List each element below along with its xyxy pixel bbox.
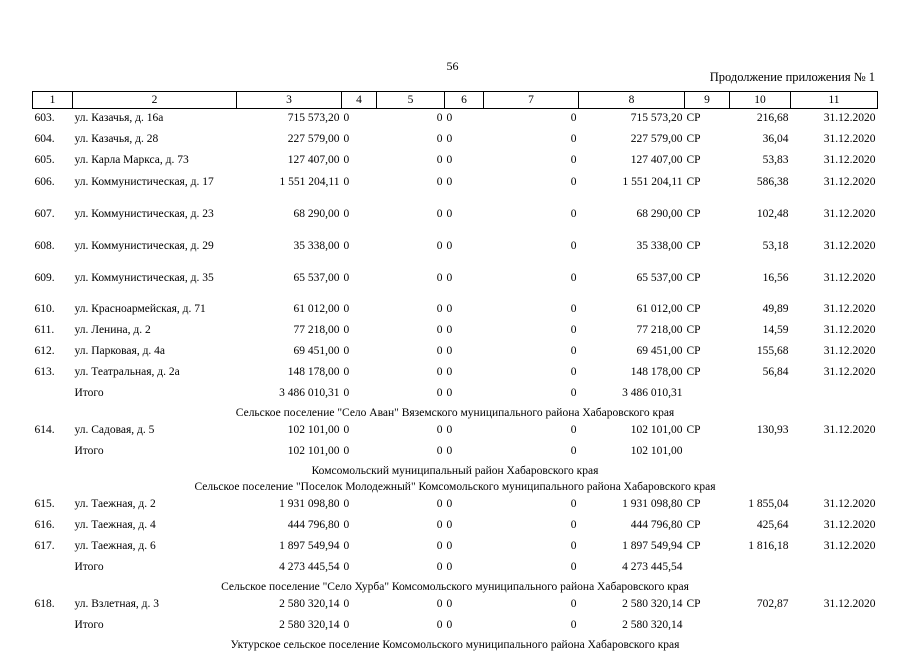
table-body xyxy=(33,109,878,653)
col4-cell: 0 xyxy=(342,130,377,151)
type-cell: СР xyxy=(685,421,730,442)
amount-cell: 4 273 445,54 xyxy=(237,558,342,579)
table-row xyxy=(33,151,878,172)
col4-cell: 0 xyxy=(342,595,377,616)
address-cell: Итого xyxy=(73,558,237,579)
section-heading-row xyxy=(33,479,878,495)
col6-cell: 0 xyxy=(445,384,484,405)
header-cell: 3 xyxy=(237,92,342,109)
col6-cell: 0 xyxy=(445,595,484,616)
type-cell: СР xyxy=(685,300,730,321)
type-cell: СР xyxy=(685,516,730,537)
area-cell: 216,68 xyxy=(730,109,791,131)
col4-cell: 0 xyxy=(342,109,377,131)
row-number: 604. xyxy=(33,130,73,151)
col5-cell: 0 xyxy=(377,558,445,579)
total-row xyxy=(33,442,878,463)
address-cell: ул. Красноармейская, д. 71 xyxy=(73,300,237,321)
header-cell: 1 xyxy=(33,92,73,109)
header-cell: 11 xyxy=(791,92,878,109)
address-cell: ул. Ленина, д. 2 xyxy=(73,321,237,342)
address-cell: Итого xyxy=(73,616,237,637)
table-row xyxy=(33,595,878,616)
amount-cell: 715 573,20 xyxy=(237,109,342,131)
col4-cell: 0 xyxy=(342,236,377,268)
col6-cell: 0 xyxy=(445,130,484,151)
total-amount-cell: 69 451,00 xyxy=(579,342,685,363)
total-amount-cell: 2 580 320,14 xyxy=(579,595,685,616)
row-number xyxy=(33,442,73,463)
amount-cell: 102 101,00 xyxy=(237,442,342,463)
total-amount-cell: 61 012,00 xyxy=(579,300,685,321)
col5-cell: 0 xyxy=(377,421,445,442)
date-cell: 31.12.2020 xyxy=(791,363,878,384)
row-number: 618. xyxy=(33,595,73,616)
date-cell: 31.12.2020 xyxy=(791,204,878,236)
col6-cell: 0 xyxy=(445,204,484,236)
col7-cell: 0 xyxy=(484,421,579,442)
col6-cell: 0 xyxy=(445,268,484,300)
col7-cell: 0 xyxy=(484,321,579,342)
amount-cell: 1 897 549,94 xyxy=(237,537,342,558)
area-cell xyxy=(730,616,791,637)
row-number: 612. xyxy=(33,342,73,363)
col5-cell: 0 xyxy=(377,616,445,637)
total-amount-cell: 102 101,00 xyxy=(579,442,685,463)
total-row xyxy=(33,558,878,579)
table-row xyxy=(33,537,878,558)
col5-cell: 0 xyxy=(377,151,445,172)
col6-cell: 0 xyxy=(445,558,484,579)
col7-cell: 0 xyxy=(484,268,579,300)
col5-cell: 0 xyxy=(377,537,445,558)
area-cell: 102,48 xyxy=(730,204,791,236)
table-row xyxy=(33,363,878,384)
col7-cell: 0 xyxy=(484,384,579,405)
address-cell: ул. Коммунистическая, д. 23 xyxy=(73,204,237,236)
col5-cell: 0 xyxy=(377,300,445,321)
total-amount-cell: 68 290,00 xyxy=(579,204,685,236)
date-cell xyxy=(791,384,878,405)
col4-cell: 0 xyxy=(342,384,377,405)
date-cell: 31.12.2020 xyxy=(791,268,878,300)
total-amount-cell: 65 537,00 xyxy=(579,268,685,300)
page-number: 56 xyxy=(0,59,905,74)
date-cell xyxy=(791,442,878,463)
housing-table xyxy=(32,91,878,653)
table-row xyxy=(33,495,878,516)
type-cell: СР xyxy=(685,172,730,204)
col5-cell: 0 xyxy=(377,268,445,300)
total-amount-cell: 715 573,20 xyxy=(579,109,685,131)
total-amount-cell: 1 931 098,80 xyxy=(579,495,685,516)
col7-cell: 0 xyxy=(484,363,579,384)
area-cell xyxy=(730,558,791,579)
total-amount-cell: 4 273 445,54 xyxy=(579,558,685,579)
amount-cell: 2 580 320,14 xyxy=(237,595,342,616)
col6-cell: 0 xyxy=(445,321,484,342)
date-cell: 31.12.2020 xyxy=(791,130,878,151)
col5-cell: 0 xyxy=(377,109,445,131)
section-heading: Сельское поселение "Поселок Молодежный" Комсомольского муниципального района Хабаровского края xyxy=(33,479,878,495)
col7-cell: 0 xyxy=(484,204,579,236)
address-cell: ул. Коммунистическая, д. 29 xyxy=(73,236,237,268)
area-cell: 14,59 xyxy=(730,321,791,342)
row-number xyxy=(33,558,73,579)
amount-cell: 127 407,00 xyxy=(237,151,342,172)
col7-cell: 0 xyxy=(484,236,579,268)
table-row xyxy=(33,321,878,342)
amount-cell: 69 451,00 xyxy=(237,342,342,363)
area-cell: 425,64 xyxy=(730,516,791,537)
table-row xyxy=(33,516,878,537)
col7-cell: 0 xyxy=(484,300,579,321)
section-heading-row xyxy=(33,405,878,421)
col5-cell: 0 xyxy=(377,363,445,384)
type-cell: СР xyxy=(685,204,730,236)
area-cell: 53,83 xyxy=(730,151,791,172)
col5-cell: 0 xyxy=(377,130,445,151)
continuation-note: Продолжение приложения № 1 xyxy=(710,70,875,85)
total-row xyxy=(33,616,878,637)
type-cell: СР xyxy=(685,268,730,300)
type-cell xyxy=(685,558,730,579)
section-heading-row xyxy=(33,579,878,595)
area-cell: 155,68 xyxy=(730,342,791,363)
col5-cell: 0 xyxy=(377,172,445,204)
type-cell: СР xyxy=(685,363,730,384)
type-cell xyxy=(685,616,730,637)
type-cell: СР xyxy=(685,342,730,363)
date-cell: 31.12.2020 xyxy=(791,321,878,342)
header-cell: 5 xyxy=(377,92,445,109)
total-amount-cell: 102 101,00 xyxy=(579,421,685,442)
area-cell: 130,93 xyxy=(730,421,791,442)
row-number: 611. xyxy=(33,321,73,342)
area-cell: 1 855,04 xyxy=(730,495,791,516)
col6-cell: 0 xyxy=(445,236,484,268)
col4-cell: 0 xyxy=(342,172,377,204)
col6-cell: 0 xyxy=(445,300,484,321)
col4-cell: 0 xyxy=(342,442,377,463)
date-cell: 31.12.2020 xyxy=(791,537,878,558)
total-amount-cell: 1 551 204,11 xyxy=(579,172,685,204)
section-heading-row xyxy=(33,637,878,653)
address-cell: Итого xyxy=(73,442,237,463)
address-cell: ул. Театральная, д. 2а xyxy=(73,363,237,384)
area-cell xyxy=(730,384,791,405)
col4-cell: 0 xyxy=(342,495,377,516)
total-amount-cell: 2 580 320,14 xyxy=(579,616,685,637)
col4-cell: 0 xyxy=(342,616,377,637)
area-cell: 56,84 xyxy=(730,363,791,384)
col5-cell: 0 xyxy=(377,595,445,616)
col4-cell: 0 xyxy=(342,300,377,321)
col4-cell: 0 xyxy=(342,558,377,579)
type-cell: СР xyxy=(685,595,730,616)
section-heading-row xyxy=(33,463,878,479)
address-cell: ул. Коммунистическая, д. 17 xyxy=(73,172,237,204)
col7-cell: 0 xyxy=(484,172,579,204)
date-cell xyxy=(791,616,878,637)
header-cell: 7 xyxy=(484,92,579,109)
date-cell: 31.12.2020 xyxy=(791,172,878,204)
col6-cell: 0 xyxy=(445,616,484,637)
date-cell: 31.12.2020 xyxy=(791,300,878,321)
col7-cell: 0 xyxy=(484,537,579,558)
amount-cell: 61 012,00 xyxy=(237,300,342,321)
col7-cell: 0 xyxy=(484,516,579,537)
amount-cell: 1 551 204,11 xyxy=(237,172,342,204)
date-cell: 31.12.2020 xyxy=(791,151,878,172)
date-cell xyxy=(791,558,878,579)
type-cell: СР xyxy=(685,495,730,516)
row-number: 617. xyxy=(33,537,73,558)
amount-cell: 68 290,00 xyxy=(237,204,342,236)
table-row xyxy=(33,109,878,131)
row-number: 603. xyxy=(33,109,73,131)
date-cell: 31.12.2020 xyxy=(791,342,878,363)
type-cell: СР xyxy=(685,537,730,558)
col5-cell: 0 xyxy=(377,321,445,342)
col4-cell: 0 xyxy=(342,321,377,342)
header-row xyxy=(33,92,878,109)
table-row xyxy=(33,342,878,363)
header-cell: 4 xyxy=(342,92,377,109)
total-amount-cell: 148 178,00 xyxy=(579,363,685,384)
total-amount-cell: 1 897 549,94 xyxy=(579,537,685,558)
col6-cell: 0 xyxy=(445,151,484,172)
total-amount-cell: 77 218,00 xyxy=(579,321,685,342)
col4-cell: 0 xyxy=(342,151,377,172)
col5-cell: 0 xyxy=(377,516,445,537)
amount-cell: 102 101,00 xyxy=(237,421,342,442)
amount-cell: 2 580 320,14 xyxy=(237,616,342,637)
col5-cell: 0 xyxy=(377,442,445,463)
col6-cell: 0 xyxy=(445,172,484,204)
amount-cell: 3 486 010,31 xyxy=(237,384,342,405)
area-cell: 1 816,18 xyxy=(730,537,791,558)
col6-cell: 0 xyxy=(445,516,484,537)
row-number: 616. xyxy=(33,516,73,537)
amount-cell: 227 579,00 xyxy=(237,130,342,151)
table-row xyxy=(33,236,878,268)
col5-cell: 0 xyxy=(377,236,445,268)
col6-cell: 0 xyxy=(445,537,484,558)
date-cell: 31.12.2020 xyxy=(791,516,878,537)
area-cell: 702,87 xyxy=(730,595,791,616)
table-row xyxy=(33,300,878,321)
row-number: 607. xyxy=(33,204,73,236)
area-cell xyxy=(730,442,791,463)
address-cell: ул. Казачья, д. 16а xyxy=(73,109,237,131)
date-cell: 31.12.2020 xyxy=(791,236,878,268)
col7-cell: 0 xyxy=(484,495,579,516)
col5-cell: 0 xyxy=(377,342,445,363)
col7-cell: 0 xyxy=(484,595,579,616)
col6-cell: 0 xyxy=(445,421,484,442)
amount-cell: 444 796,80 xyxy=(237,516,342,537)
total-amount-cell: 227 579,00 xyxy=(579,130,685,151)
col6-cell: 0 xyxy=(445,363,484,384)
amount-cell: 1 931 098,80 xyxy=(237,495,342,516)
row-number: 606. xyxy=(33,172,73,204)
type-cell: СР xyxy=(685,236,730,268)
row-number: 605. xyxy=(33,151,73,172)
col5-cell: 0 xyxy=(377,495,445,516)
col5-cell: 0 xyxy=(377,204,445,236)
col7-cell: 0 xyxy=(484,442,579,463)
section-heading: Сельское поселение "Село Хурба" Комсомольского муниципального района Хабаровского края xyxy=(33,579,878,595)
total-amount-cell: 3 486 010,31 xyxy=(579,384,685,405)
row-number: 613. xyxy=(33,363,73,384)
col7-cell: 0 xyxy=(484,109,579,131)
type-cell xyxy=(685,442,730,463)
address-cell: ул. Казачья, д. 28 xyxy=(73,130,237,151)
header-cell: 9 xyxy=(685,92,730,109)
address-cell: Итого xyxy=(73,384,237,405)
header-cell: 6 xyxy=(445,92,484,109)
col4-cell: 0 xyxy=(342,421,377,442)
table-row xyxy=(33,204,878,236)
col7-cell: 0 xyxy=(484,342,579,363)
address-cell: ул. Взлетная, д. 3 xyxy=(73,595,237,616)
col7-cell: 0 xyxy=(484,151,579,172)
col4-cell: 0 xyxy=(342,204,377,236)
row-number: 615. xyxy=(33,495,73,516)
amount-cell: 35 338,00 xyxy=(237,236,342,268)
section-heading: Комсомольский муниципальный район Хабаровского края xyxy=(33,463,878,479)
type-cell: СР xyxy=(685,151,730,172)
col4-cell: 0 xyxy=(342,342,377,363)
row-number: 614. xyxy=(33,421,73,442)
total-amount-cell: 444 796,80 xyxy=(579,516,685,537)
type-cell xyxy=(685,384,730,405)
col4-cell: 0 xyxy=(342,537,377,558)
amount-cell: 77 218,00 xyxy=(237,321,342,342)
type-cell: СР xyxy=(685,109,730,131)
address-cell: ул. Таежная, д. 4 xyxy=(73,516,237,537)
area-cell: 586,38 xyxy=(730,172,791,204)
col4-cell: 0 xyxy=(342,516,377,537)
type-cell: СР xyxy=(685,321,730,342)
address-cell: ул. Карла Маркса, д. 73 xyxy=(73,151,237,172)
col4-cell: 0 xyxy=(342,268,377,300)
total-amount-cell: 127 407,00 xyxy=(579,151,685,172)
amount-cell: 148 178,00 xyxy=(237,363,342,384)
table-row xyxy=(33,421,878,442)
row-number xyxy=(33,384,73,405)
row-number xyxy=(33,616,73,637)
col5-cell: 0 xyxy=(377,384,445,405)
row-number: 609. xyxy=(33,268,73,300)
area-cell: 53,18 xyxy=(730,236,791,268)
total-row xyxy=(33,384,878,405)
row-number: 610. xyxy=(33,300,73,321)
address-cell: ул. Коммунистическая, д. 35 xyxy=(73,268,237,300)
header-cell: 2 xyxy=(73,92,237,109)
col6-cell: 0 xyxy=(445,495,484,516)
table-row xyxy=(33,268,878,300)
col6-cell: 0 xyxy=(445,342,484,363)
col7-cell: 0 xyxy=(484,130,579,151)
total-amount-cell: 35 338,00 xyxy=(579,236,685,268)
date-cell: 31.12.2020 xyxy=(791,421,878,442)
date-cell: 31.12.2020 xyxy=(791,595,878,616)
row-number: 608. xyxy=(33,236,73,268)
address-cell: ул. Парковая, д. 4а xyxy=(73,342,237,363)
address-cell: ул. Таежная, д. 6 xyxy=(73,537,237,558)
table-row xyxy=(33,130,878,151)
amount-cell: 65 537,00 xyxy=(237,268,342,300)
col4-cell: 0 xyxy=(342,363,377,384)
type-cell: СР xyxy=(685,130,730,151)
address-cell: ул. Садовая, д. 5 xyxy=(73,421,237,442)
section-heading: Уктурское сельское поселение Комсомольского муниципального района Хабаровского края xyxy=(33,637,878,653)
col6-cell: 0 xyxy=(445,109,484,131)
col6-cell: 0 xyxy=(445,442,484,463)
area-cell: 49,89 xyxy=(730,300,791,321)
section-heading: Сельское поселение "Село Аван" Вяземского муниципального района Хабаровского края xyxy=(33,405,878,421)
area-cell: 16,56 xyxy=(730,268,791,300)
header-cell: 8 xyxy=(579,92,685,109)
address-cell: ул. Таежная, д. 2 xyxy=(73,495,237,516)
date-cell: 31.12.2020 xyxy=(791,495,878,516)
col7-cell: 0 xyxy=(484,616,579,637)
area-cell: 36,04 xyxy=(730,130,791,151)
table-row xyxy=(33,172,878,204)
header-cell: 10 xyxy=(730,92,791,109)
col7-cell: 0 xyxy=(484,558,579,579)
date-cell: 31.12.2020 xyxy=(791,109,878,131)
